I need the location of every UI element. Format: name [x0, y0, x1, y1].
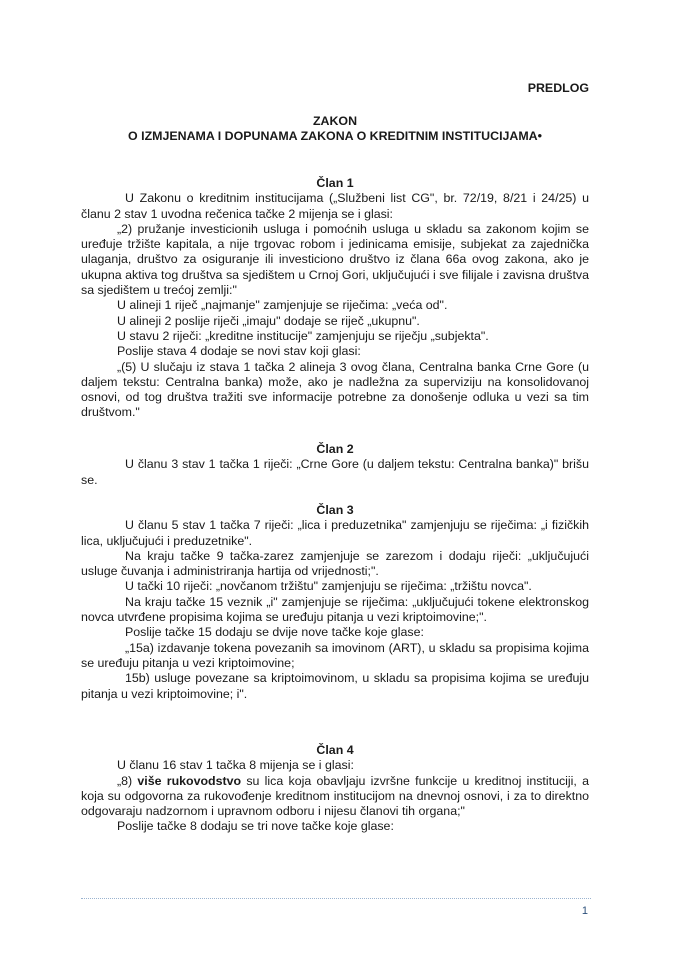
article-1	[81, 176, 589, 421]
article-3	[81, 503, 589, 702]
article-2-paragraph: U članu 3 stav 1 tačka 1 riječi: „Crne Gore (u daljem tekstu: Centralna banka)" brišu se.	[81, 457, 589, 487]
article-4	[81, 743, 589, 835]
article-1-paragraph: U alineji 1 riječ „najmanje" zamjenjuje se riječima: „veća od".	[117, 298, 448, 313]
article-3-paragraph: Na kraju tačke 9 tačka-zarez zamjenjuje se zarezom i dodaju riječi: „uključujući usluge čuvanja i administriranja hartija od vrijednosti;".	[81, 548, 589, 579]
page-number: 1	[581, 905, 588, 917]
article-1-paragraph: U stavu 2 riječi: „kreditne institucije" zamjenjuju se riječju „subjekta".	[117, 328, 489, 343]
article-4-heading: Član 4	[316, 743, 354, 757]
law-title-line2: O IZMJENAMA I DOPUNAMA ZAKONA O KREDITNIM INSTITUCIJAMA•	[128, 129, 542, 143]
article-2-heading: Član 2	[316, 442, 354, 456]
article-1-heading: Član 1	[316, 176, 354, 190]
article-3-paragraph: U tački 10 riječi: „novčanom tržištu" zamjenjuju se riječima: „tržištu novca".	[125, 579, 532, 594]
article-1-paragraph: U Zakonu o kreditnim institucijama („Službeni list CG", br. 72/19, 8/21 i 24/25) u članu 2 stav 1 uvodna rečenica tačke 2 mijenja se i glasi:	[81, 191, 589, 221]
footer-divider	[81, 898, 591, 899]
article-2	[81, 442, 589, 488]
article-1-paragraph: Poslije stava 4 dodaje se novi stav koji glasi:	[117, 344, 361, 359]
article-3-heading: Član 3	[316, 503, 354, 517]
article-3-paragraph: U članu 5 stav 1 tačka 7 riječi: „lica i preduzetnika" zamjenjuju se riječima: „i fizičkih lica, uključujući i preduzetnike".	[81, 518, 589, 548]
article-4-paragraph: U članu 16 stav 1 tačka 8 mijenja se i glasi:	[117, 758, 354, 773]
article-3-paragraph: Na kraju tačke 15 veznik „i" zamjenjuje se riječima: „uključujući tokene elektronskog novca utvrđene propisima kojima se uređuju pitanja u vezi kriptoimovine;".	[81, 594, 589, 625]
article-1-paragraph: „2) pružanje investicionih usluga i pomoćnih usluga u skladu sa zakonom kojim se uređuje tržište kapitala, a nije trgovac robom i jedinicama emisije, subjekat za zajednička ulaganja, društvo za osiguranje ili investiciono društvo iz člana 66a ovog zakona, ako je ukupna aktiva tog društva sa sjedištem u Crnoj Gori, uključujući i sve filijale i zavisna društva sa sjedištem u trećoj zemlji:"	[81, 221, 589, 298]
law-title-line1: ZAKON	[312, 114, 358, 128]
article-4-paragraph	[81, 774, 589, 820]
article-3-paragraph: „15a) izdavanje tokena povezanih sa imovinom (ART), u skladu sa propisima kojima se uređuju pitanja u vezi kriptoimovine;	[81, 640, 589, 670]
article-4-p2-prefix: „8)	[117, 773, 138, 788]
article-4-paragraph: Poslije tačke 8 dodaju se tri nove tačke koje glase:	[117, 819, 394, 834]
law-title	[81, 114, 589, 144]
article-4-p2-rest: su lica koja obavljaju izvršne funkcije u kreditnoj instituciji, a koja su odgovorna za rukovođenje kreditnom institucijom na dnevnoj osnovi, i za to direktno odgovaraju nadzornom i upravnom odboru i nijesu članovi tih organa;"	[81, 773, 589, 819]
predlog-label: PREDLOG	[527, 81, 589, 95]
article-3-paragraph: Poslije tačke 15 dodaju se dvije nove tačke koje glase:	[125, 625, 424, 640]
article-1-paragraph: „(5) U slučaju iz stava 1 tačka 2 alineja 3 ovog člana, Centralna banka Crne Gore (u daljem tekstu: Centralna banka) može, ako je nadležna za superviziju na konsolidovanoj osnovi, od tog društva tražiti sve informacije potrebne za donošenje odluka u vezi sa tim društvom."	[81, 359, 589, 420]
article-1-paragraph: U alineji 2 poslije riječi „imaju" dodaje se riječ „ukupnu".	[117, 313, 420, 328]
article-4-term-bold: više rukovodstvo	[137, 773, 242, 788]
article-3-paragraph: 15b) usluge povezane sa kriptoimovinom, u skladu sa propisima kojima se uređuju pitanja u vezi kriptoimovine; i".	[81, 671, 589, 701]
